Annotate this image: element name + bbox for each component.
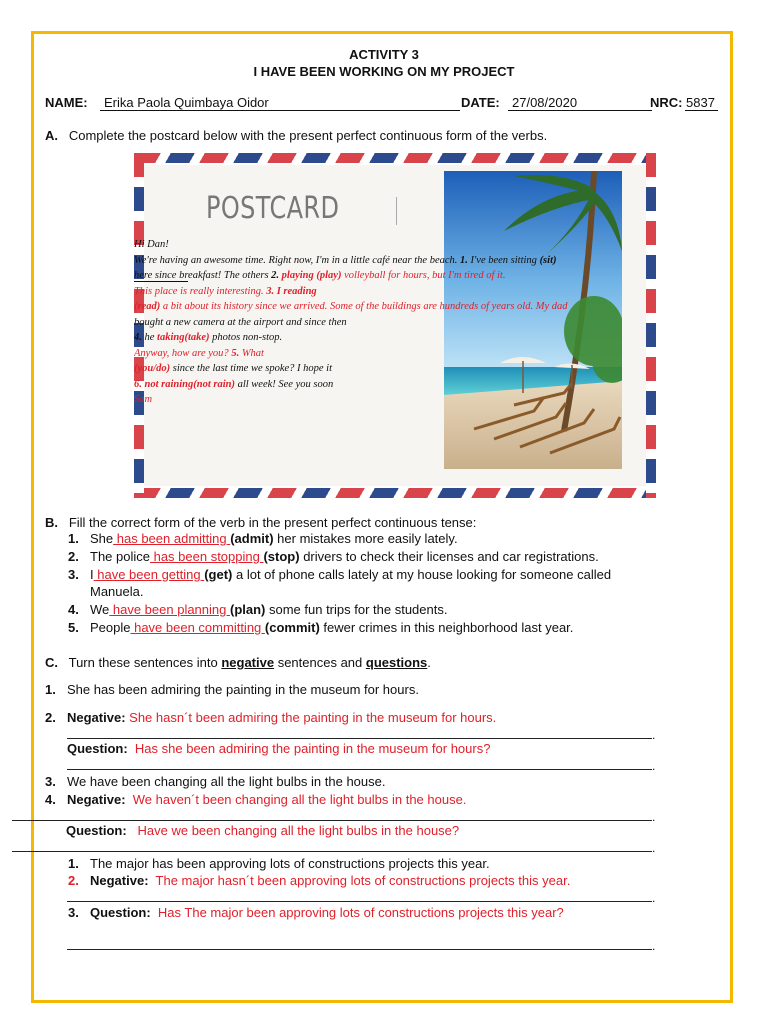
section-c-instruction	[45, 655, 431, 670]
section-c-letter: C.	[45, 655, 58, 670]
question-answer[interactable]: Has she been admiring the painting in the museum for hours?	[134, 741, 491, 756]
postcard-line	[134, 268, 505, 284]
postcard-answer-text[interactable]: playing (play)	[279, 270, 342, 281]
line-dot: .	[652, 810, 656, 824]
line-dot: .	[652, 728, 656, 742]
postcard-text: since the last time we spoke? I hope it	[170, 363, 333, 374]
postcard-text: he	[141, 332, 158, 343]
section-a-instruction	[45, 128, 547, 143]
question-label: Question:	[67, 741, 128, 756]
b-item-prefix: She	[90, 531, 114, 546]
line-dot: .	[652, 939, 656, 953]
postcard-answer-text: volleyball for hours, but I'm tired of it.	[341, 270, 506, 281]
b-item-5	[68, 620, 573, 635]
postcard-answer-text: Sam	[134, 394, 153, 405]
negative-label: Negative:	[67, 792, 126, 807]
section-a-text: Complete the postcard below with the present perfect continuous form of the verbs.	[68, 128, 548, 143]
c-question-2	[66, 823, 459, 838]
postcard-text: (sit)	[539, 254, 557, 266]
c-number: 3.	[45, 774, 56, 789]
questions-keyword: questions	[365, 655, 428, 670]
b-item-prefix: The police	[90, 549, 150, 564]
b-item-suffix: some fun trips for the students.	[265, 602, 448, 617]
postcard-answer-text[interactable]: (you/do)	[134, 363, 171, 374]
postcard-text: I've been sitting	[467, 254, 540, 266]
date-field[interactable]: 27/08/2020	[508, 95, 652, 111]
b-item-answer[interactable]: has been stopping	[149, 549, 264, 564]
answer-line	[67, 901, 652, 902]
negative-keyword: negative	[221, 655, 275, 670]
postcard-stripe-bottom	[134, 488, 656, 498]
b-item-number: 2.	[68, 549, 79, 564]
b-item-suffix: drivers to check their licenses and car registrations.	[299, 549, 599, 564]
postcard-line	[134, 253, 556, 269]
name-label: NAME:	[45, 95, 88, 110]
answer-line	[67, 949, 652, 950]
c-negative-2	[45, 792, 466, 807]
b-item-number: 1.	[68, 531, 79, 546]
question-label: Question:	[90, 905, 151, 920]
postcard-text: all week! See you soon	[234, 378, 334, 390]
postcard-stripe-top	[134, 153, 656, 163]
postcard-answer-text[interactable]: not raining(not rain)	[141, 378, 235, 390]
answer-line	[67, 769, 652, 770]
b-item-2	[68, 549, 599, 564]
b-item-3-continuation: Manuela.	[90, 584, 144, 599]
postcard-answer-text[interactable]: 6.	[134, 378, 142, 390]
postcard-text: bought a new camera at the airport and since then	[134, 316, 347, 328]
question-label: Question:	[66, 823, 127, 838]
line-dot: .	[652, 841, 656, 855]
c-sentence-text: We have been changing all the light bulbs in the house.	[67, 774, 386, 789]
c-number: 3.	[68, 905, 79, 920]
c-number: 2.	[45, 710, 56, 725]
negative-answer[interactable]: She hasn´t been admiring the painting in the museum for hours.	[129, 710, 497, 725]
activity-heading: ACTIVITY 3	[349, 47, 419, 62]
b-item-number: 5.	[68, 620, 79, 635]
activity-title: I HAVE BEEN WORKING ON MY PROJECT	[253, 64, 515, 79]
b-item-answer[interactable]: have been committing	[130, 620, 265, 635]
negative-label: Negative:	[67, 710, 126, 725]
section-c-text: Turn these sentences into	[68, 655, 222, 670]
postcard-line	[134, 330, 282, 346]
postcard-divider	[396, 197, 397, 225]
postcard-underline-mark	[134, 281, 188, 282]
c-number: 1.	[45, 682, 56, 697]
answer-line	[12, 851, 652, 852]
b-item-verb: (get)	[204, 567, 233, 582]
postcard-answer-text[interactable]: 3.	[266, 285, 275, 297]
nrc-label: NRC:	[650, 95, 683, 110]
b-item-3	[68, 567, 611, 582]
c-number: 1.	[68, 856, 79, 871]
name-field[interactable]: Erika Paola Quimbaya Oidor	[100, 95, 460, 111]
postcard-line	[134, 361, 332, 377]
postcard-title: POSTCARD	[206, 191, 340, 226]
postcard-text: 1.	[460, 254, 468, 266]
b-item-1	[68, 531, 458, 546]
section-a-letter: A.	[45, 128, 58, 143]
postcard	[134, 153, 656, 498]
line-dot: .	[652, 759, 656, 773]
b-item-answer[interactable]: have been planning	[109, 602, 230, 617]
b-item-prefix: People	[90, 620, 131, 635]
b-item-suffix: a lot of phone calls lately at my house looking for someone called	[232, 567, 612, 582]
nrc-field[interactable]: 5837	[685, 95, 718, 111]
b-item-verb: (commit)	[264, 620, 320, 635]
question-answer[interactable]: Have we been changing all the light bulbs in the house?	[137, 823, 460, 838]
negative-label: Negative:	[90, 873, 149, 888]
postcard-text: We're having an awesome time. Right now, I'm in a little café near the beach.	[134, 254, 461, 266]
b-item-verb: (admit)	[230, 531, 274, 546]
c-sentence-2	[45, 774, 386, 789]
c-sentence-text: She has been admiring the painting in the museum for hours.	[67, 682, 419, 697]
postcard-answer-text: What	[239, 347, 264, 359]
postcard-text: Hi Dan!	[134, 239, 169, 250]
postcard-line	[134, 299, 567, 315]
section-c-text-end: .	[427, 655, 431, 670]
b-item-number: 4.	[68, 602, 79, 617]
c-sentence-text: The major has been approving lots of constructions projects this year.	[90, 856, 490, 871]
postcard-line	[134, 237, 169, 253]
postcard-stripe-right	[646, 153, 656, 498]
postcard-answer-text: a bit about its history since we arrived. Some of the buildings are hundreds of years old. My dad	[160, 301, 568, 312]
postcard-line	[134, 346, 264, 362]
b-item-suffix: fewer crimes in this neighborhood last year.	[319, 620, 574, 635]
postcard-line	[134, 284, 317, 300]
section-b-text: Fill the correct form of the verb in the present perfect continuous tense:	[68, 515, 477, 530]
postcard-text: 4.	[134, 332, 142, 343]
postcard-answer-text[interactable]: (read)	[134, 301, 161, 312]
postcard-answer-text[interactable]: taking(take)	[157, 332, 210, 343]
date-label: DATE:	[461, 95, 500, 110]
b-item-verb: (stop)	[263, 549, 300, 564]
line-dot: .	[652, 891, 656, 905]
b-item-answer[interactable]: has been admitting	[113, 531, 231, 546]
question-answer[interactable]: Has The major been approving lots of constructions projects this year?	[157, 905, 564, 920]
postcard-line	[134, 377, 333, 393]
negative-answer[interactable]: We haven´t been changing all the light bulbs in the house.	[132, 792, 467, 807]
postcard-answer-text[interactable]: 5.	[231, 347, 240, 359]
b-item-prefix: We	[90, 602, 110, 617]
b-item-number: 3.	[68, 567, 79, 582]
postcard-answer-text: This place is really interesting.	[134, 285, 267, 297]
c-negative-3	[68, 873, 570, 888]
b-item-4	[68, 602, 447, 617]
postcard-answer-text[interactable]: I reading	[274, 285, 317, 297]
section-c-text-mid: sentences and	[274, 655, 366, 670]
postcard-text: 2.	[271, 270, 280, 281]
c-negative-1	[45, 710, 496, 725]
b-item-prefix: I	[90, 567, 94, 582]
c-sentence-3	[68, 856, 490, 871]
b-item-verb: (plan)	[229, 602, 266, 617]
postcard-line	[134, 392, 152, 408]
postcard-line	[134, 315, 347, 331]
negative-answer[interactable]: The major hasn´t been approving lots of constructions projects this year.	[155, 873, 571, 888]
c-question-1	[67, 741, 490, 756]
postcard-text: here since breakfast! The others	[134, 270, 272, 281]
postcard-answer-text: Anyway, how are you?	[134, 347, 232, 359]
b-item-answer[interactable]: have been getting	[93, 567, 205, 582]
section-b-instruction	[45, 515, 476, 530]
postcard-text: photos non-stop.	[209, 332, 283, 343]
c-question-3	[68, 905, 564, 920]
c-number: 4.	[45, 792, 56, 807]
answer-line	[67, 738, 652, 739]
beach-photo	[444, 171, 622, 469]
section-b-letter: B.	[45, 515, 58, 530]
b-item-suffix: her mistakes more easily lately.	[273, 531, 458, 546]
c-sentence-1	[45, 682, 419, 697]
c-number: 2.	[68, 873, 79, 888]
answer-line	[12, 820, 652, 821]
